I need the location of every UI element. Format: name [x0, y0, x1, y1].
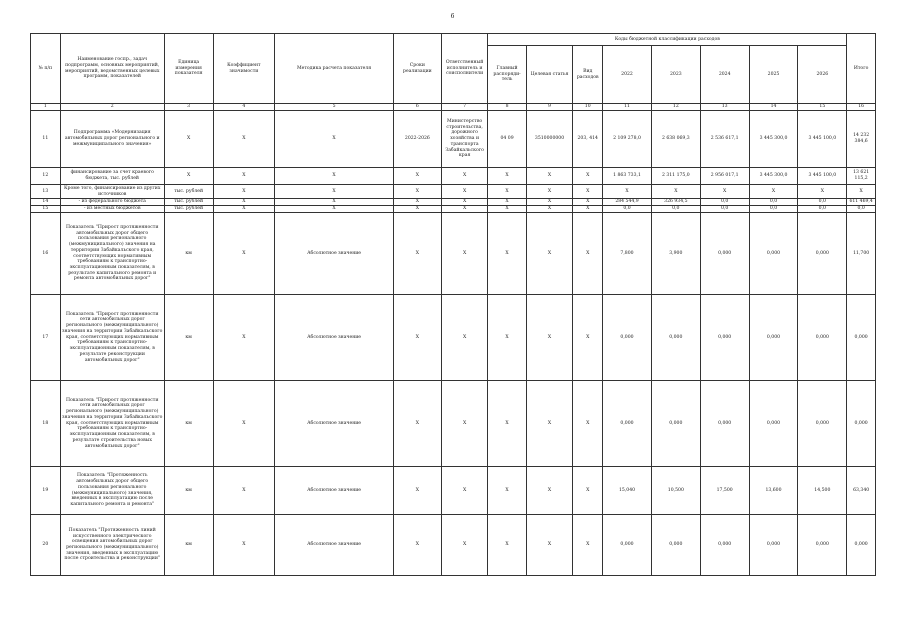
header-vr: Вид расходов: [573, 46, 603, 104]
row-value-2022: 0,000: [603, 295, 652, 381]
column-number-cell: 11: [603, 104, 652, 111]
column-number-cell: 8: [488, 104, 526, 111]
row-vr: 203, 414: [573, 111, 603, 168]
row-responsible: Х: [441, 206, 488, 213]
row-vr: Х: [573, 381, 603, 467]
column-number-cell: 16: [847, 104, 876, 111]
row-period: Х: [394, 206, 442, 213]
row-value-2023: 10,500: [651, 467, 700, 515]
row-unit: км: [164, 515, 213, 576]
column-number-cell: 6: [394, 104, 442, 111]
row-vr: Х: [573, 213, 603, 295]
column-number-cell: 13: [700, 104, 749, 111]
row-name: Показатель "Протяженность линий искусственного электрического освещения автомобильных дорог регионального (межмуниципального) значения, введенных в эксплуатацию после строительства и реконструкции": [60, 515, 164, 576]
row-value-2025: 0,0: [749, 206, 798, 213]
row-value-2026: 0,000: [798, 295, 847, 381]
row-value-2022: 0,000: [603, 381, 652, 467]
table-row: [31, 381, 876, 467]
row-value-2025: 0,0: [749, 199, 798, 206]
row-total: 611 469,4: [847, 199, 876, 206]
row-period: Х: [394, 467, 442, 515]
row-value-2026: 0,0: [798, 199, 847, 206]
row-value-2026: 3 445 100,0: [798, 111, 847, 168]
column-number-cell: 14: [749, 104, 798, 111]
row-value-2024: 0,000: [700, 295, 749, 381]
row-value-2026: 3 445 100,0: [798, 168, 847, 185]
row-value-2024: 0,000: [700, 515, 749, 576]
row-value-2023: 0,000: [651, 515, 700, 576]
row-grbs: Х: [488, 213, 526, 295]
row-number: 14: [31, 199, 61, 206]
table-row: [31, 199, 876, 206]
row-value-2024: 0,0: [700, 199, 749, 206]
row-vr: Х: [573, 168, 603, 185]
header-responsible: Ответственный исполнитель и соисполнители: [441, 34, 488, 104]
row-coef: Х: [213, 199, 275, 206]
row-unit: Х: [164, 168, 213, 185]
table-row: [31, 515, 876, 576]
row-total: 0,0: [847, 206, 876, 213]
column-number-cell: 15: [798, 104, 847, 111]
row-responsible: Х: [441, 168, 488, 185]
row-value-2026: Х: [798, 185, 847, 199]
row-name: - из местных бюджетов: [60, 206, 164, 213]
row-coef: Х: [213, 168, 275, 185]
row-total: 0,000: [847, 381, 876, 467]
header-year: 2024: [700, 46, 749, 104]
table-row: [31, 206, 876, 213]
row-responsible: Х: [441, 467, 488, 515]
table-row: [31, 213, 876, 295]
row-unit: тыс. рублей: [164, 206, 213, 213]
row-value-2022: Х: [603, 185, 652, 199]
header-method: Методика расчета показателя: [275, 34, 394, 104]
row-responsible: Министерство строительства, дорожного хозяйства и транспорта Забайкальского края: [441, 111, 488, 168]
row-name: Показатель "Протяженность автомобильных дорог общего пользования регионального (межмуниципального) значения, введенных в эксплуатацию после капитального ремонта и ремонта": [60, 467, 164, 515]
row-value-2025: Х: [749, 185, 798, 199]
row-period: Х: [394, 381, 442, 467]
column-number-cell: 9: [526, 104, 573, 111]
row-value-2026: 14,500: [798, 467, 847, 515]
row-responsible: Х: [441, 199, 488, 206]
row-method: Абсолютное значение: [275, 515, 394, 576]
row-value-2023: 326 934,5: [651, 199, 700, 206]
row-period: Х: [394, 199, 442, 206]
header-coef: Коэффициент значимости: [213, 34, 275, 104]
row-value-2025: 13,600: [749, 467, 798, 515]
row-value-2022: 1 863 733,1: [603, 168, 652, 185]
row-total: 13 621 115,2: [847, 168, 876, 185]
row-number: 13: [31, 185, 61, 199]
header-name: Наименование госпр., задач подпрограмм, основных мероприятий, мероприятий, ведомственных целевых программ, показателей: [60, 34, 164, 104]
row-value-2025: 0,000: [749, 295, 798, 381]
row-value-2022: 7,800: [603, 213, 652, 295]
header-grbs: Главный распоряди-тель: [488, 46, 526, 104]
row-value-2023: Х: [651, 185, 700, 199]
row-value-2022: 0,0: [603, 206, 652, 213]
row-csr: Х: [526, 381, 573, 467]
row-value-2023: 0,000: [651, 381, 700, 467]
row-grbs: Х: [488, 206, 526, 213]
row-value-2025: 3 445 300,0: [749, 168, 798, 185]
row-value-2024: 0,000: [700, 381, 749, 467]
row-method: Абсолютное значение: [275, 295, 394, 381]
row-csr: Х: [526, 199, 573, 206]
row-responsible: Х: [441, 213, 488, 295]
row-method: Х: [275, 111, 394, 168]
row-method: Абсолютное значение: [275, 467, 394, 515]
row-total: 14 232 384,6: [847, 111, 876, 168]
table-row: [31, 185, 876, 199]
row-coef: Х: [213, 111, 275, 168]
row-value-2025: 0,000: [749, 515, 798, 576]
row-period: Х: [394, 168, 442, 185]
row-period: Х: [394, 185, 442, 199]
column-number-cell: 10: [573, 104, 603, 111]
column-number-cell: 1: [31, 104, 61, 111]
row-csr: Х: [526, 213, 573, 295]
row-value-2025: 0,000: [749, 213, 798, 295]
header-number: № п/п: [31, 34, 61, 104]
row-value-2024: 2 536 617,1: [700, 111, 749, 168]
row-total: 0,000: [847, 515, 876, 576]
row-vr: Х: [573, 467, 603, 515]
column-number-cell: 4: [213, 104, 275, 111]
row-period: Х: [394, 295, 442, 381]
row-value-2024: 17,500: [700, 467, 749, 515]
row-value-2026: 0,000: [798, 213, 847, 295]
row-grbs: Х: [488, 185, 526, 199]
row-value-2024: Х: [700, 185, 749, 199]
row-number: 16: [31, 213, 61, 295]
row-grbs: Х: [488, 381, 526, 467]
row-unit: км: [164, 467, 213, 515]
row-grbs: Х: [488, 199, 526, 206]
row-unit: км: [164, 213, 213, 295]
row-value-2024: 0,000: [700, 213, 749, 295]
row-value-2022: 2 109 278,0: [603, 111, 652, 168]
row-number: 12: [31, 168, 61, 185]
row-name: Показатель "Прирост протяженности автомобильных дорог общего пользования регионального (межмуниципального) значения на территории Забайкальского края, соответствующих нормативным требованиям к транспортно-эксплуатационным показателям, в результате капитального ремонта и ремонта автомобильных дорог": [60, 213, 164, 295]
table-row: [31, 168, 876, 185]
row-number: 17: [31, 295, 61, 381]
header-total: Итого: [847, 34, 876, 104]
header-year: 2025: [749, 46, 798, 104]
row-vr: Х: [573, 515, 603, 576]
row-vr: Х: [573, 295, 603, 381]
row-name: Показатель "Прирост протяженности сети автомобильных дорог регионального (межмуниципального) значения на территории Забайкальского края, соответствующих нормативным требованиям к транспортно-эксплуатационным показателям, в результате реконструкции автомобильных дорог": [60, 295, 164, 381]
row-value-2022: 284 544,9: [603, 199, 652, 206]
row-vr: Х: [573, 185, 603, 199]
row-value-2022: 0,000: [603, 515, 652, 576]
row-name: - из федерального бюджета: [60, 199, 164, 206]
header-csr: Целевая статья: [526, 46, 573, 104]
table-row: [31, 295, 876, 381]
header-budget-codes: Коды бюджетной классификации расходов: [488, 34, 847, 46]
row-method: Х: [275, 168, 394, 185]
row-csr: Х: [526, 467, 573, 515]
page-number: 6: [450, 13, 455, 20]
row-name: Показатель "Прирост протяженности сети автомобильных дорог регионального (межмуниципального) значения на территории Забайкальского края, соответствующих нормативным требованиям к транспортно-эксплуатационным показателям, в результате строительства новых автомобильных дорог": [60, 381, 164, 467]
row-coef: Х: [213, 515, 275, 576]
row-number: 19: [31, 467, 61, 515]
row-grbs: Х: [488, 295, 526, 381]
row-value-2023: 3,900: [651, 213, 700, 295]
column-number-cell: 5: [275, 104, 394, 111]
row-unit: км: [164, 295, 213, 381]
row-value-2025: 0,000: [749, 381, 798, 467]
row-grbs: 04 09: [488, 111, 526, 168]
row-unit: тыс. рублей: [164, 199, 213, 206]
row-total: 0,000: [847, 295, 876, 381]
table-row: [31, 467, 876, 515]
header-year: 2022: [603, 46, 652, 104]
header-period: Сроки реализации: [394, 34, 442, 104]
table-row: [31, 111, 876, 168]
row-coef: Х: [213, 213, 275, 295]
row-responsible: Х: [441, 381, 488, 467]
row-csr: Х: [526, 168, 573, 185]
row-grbs: Х: [488, 515, 526, 576]
row-value-2022: 15,040: [603, 467, 652, 515]
column-number-cell: 2: [60, 104, 164, 111]
row-csr: Х: [526, 515, 573, 576]
row-total: 63,340: [847, 467, 876, 515]
row-method: Абсолютное значение: [275, 213, 394, 295]
row-unit: Х: [164, 111, 213, 168]
row-name: Подпрограмма «Модернизация автомобильных дорог регионального и межмуниципального значения»: [60, 111, 164, 168]
row-csr: 3510000000: [526, 111, 573, 168]
row-csr: Х: [526, 185, 573, 199]
row-vr: Х: [573, 199, 603, 206]
row-csr: Х: [526, 206, 573, 213]
row-method: Абсолютное значение: [275, 381, 394, 467]
row-vr: Х: [573, 206, 603, 213]
row-number: 15: [31, 206, 61, 213]
row-unit: км: [164, 381, 213, 467]
column-number-cell: 7: [441, 104, 488, 111]
row-period: Х: [394, 515, 442, 576]
row-number: 20: [31, 515, 61, 576]
program-table: [30, 33, 876, 576]
row-responsible: Х: [441, 515, 488, 576]
row-number: 18: [31, 381, 61, 467]
row-coef: Х: [213, 185, 275, 199]
row-value-2024: 0,0: [700, 206, 749, 213]
row-coef: Х: [213, 206, 275, 213]
row-name: Кроме того, финансирование из других источников: [60, 185, 164, 199]
header-year: 2026: [798, 46, 847, 104]
row-total: 11,700: [847, 213, 876, 295]
row-period: Х: [394, 213, 442, 295]
row-value-2024: 2 956 017,1: [700, 168, 749, 185]
row-value-2023: 0,000: [651, 295, 700, 381]
row-coef: Х: [213, 295, 275, 381]
row-value-2026: 0,000: [798, 381, 847, 467]
column-number-cell: 12: [651, 104, 700, 111]
row-method: Х: [275, 199, 394, 206]
header-year: 2023: [651, 46, 700, 104]
row-value-2025: 3 445 300,0: [749, 111, 798, 168]
row-value-2023: 2 638 069,3: [651, 111, 700, 168]
row-responsible: Х: [441, 295, 488, 381]
row-number: 11: [31, 111, 61, 168]
row-method: Х: [275, 185, 394, 199]
row-grbs: Х: [488, 168, 526, 185]
row-value-2023: 2 311 175,0: [651, 168, 700, 185]
header-unit: Единица измерения показателя: [164, 34, 213, 104]
row-csr: Х: [526, 295, 573, 381]
row-value-2026: 0,000: [798, 515, 847, 576]
row-period: 2022-2026: [394, 111, 442, 168]
row-name: финансирование за счет краевого бюджета, тыс. рублей: [60, 168, 164, 185]
row-value-2026: 0,0: [798, 206, 847, 213]
row-total: Х: [847, 185, 876, 199]
row-method: Х: [275, 206, 394, 213]
row-responsible: Х: [441, 185, 488, 199]
row-grbs: Х: [488, 467, 526, 515]
row-unit: тыс. рублей: [164, 185, 213, 199]
row-value-2023: 0,0: [651, 206, 700, 213]
row-coef: Х: [213, 381, 275, 467]
column-number-cell: 3: [164, 104, 213, 111]
row-coef: Х: [213, 467, 275, 515]
